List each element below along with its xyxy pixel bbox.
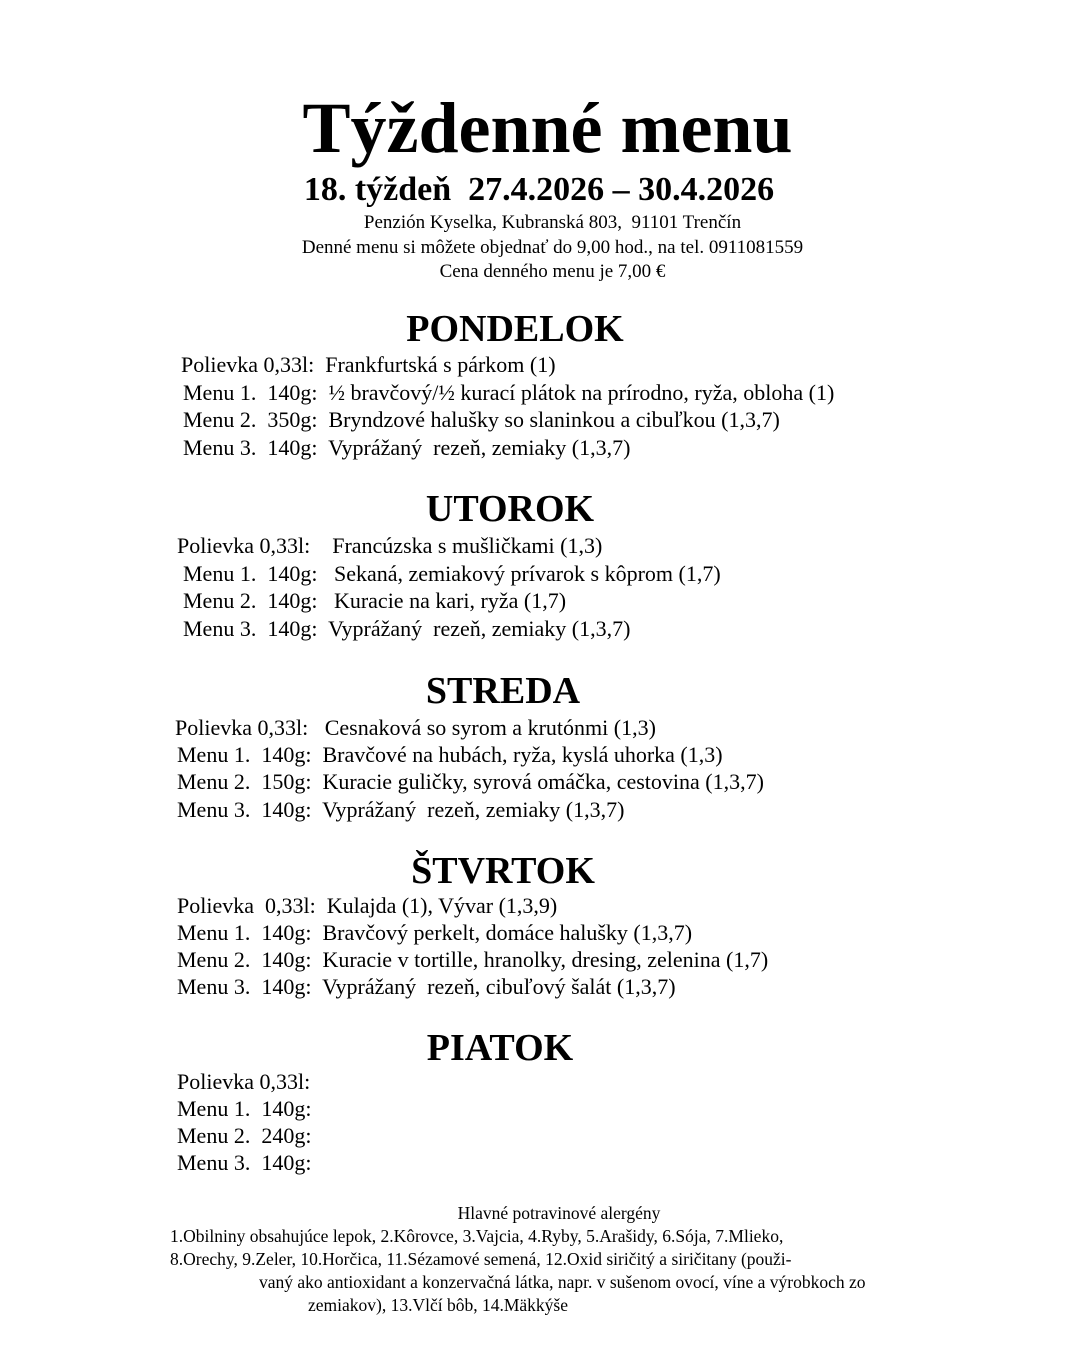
menu-row-dish: Vyprážaný rezeň, cibuľový šalát (1,3,7) [322,974,676,999]
menu-row [177,532,602,559]
menu-row [177,1149,317,1176]
menu-row-dish: Francúzska s mušličkami (1,3) [332,533,603,558]
menu-row-label: Menu 2. 350g: [183,407,318,432]
menu-row-label: Menu 2. 150g: [177,769,312,794]
menu-row-dish: Vyprážaný rezeň, zemiaky (1,3,7) [328,616,631,641]
menu-row-dish: Kuracie na kari, ryža (1,7) [333,588,567,613]
menu-row-label: Menu 1. 140g: [183,380,318,405]
menu-row-dish: Sekaná, zemiakový prívarok s kôprom (1,7) [333,561,721,586]
menu-row-dish: Cesnaková so syrom a krutónmi (1,3) [324,715,656,740]
menu-row [177,919,692,946]
allergens-title: Hlavné potravinové alergény [457,1203,661,1223]
menu-row [183,587,566,614]
menu-row-label: Menu 1. 140g: [177,742,312,767]
page-title: Týždenné menu [302,88,793,168]
day-heading-friday: PIATOK [426,1027,574,1069]
menu-row [177,1122,317,1149]
menu-row-label: Menu 2. 140g: [177,947,312,972]
menu-row [183,560,721,587]
menu-row-dish: Vyprážaný rezeň, zemiaky (1,3,7) [322,797,625,822]
menu-row-label: Menu 3. 140g: [177,974,312,999]
allergens-line: vaný ako antioxidant a konzervačná látka, napr. v sušenom ovocí, víne a výrobkoch zo [259,1272,866,1292]
menu-row-dish: Vyprážaný rezeň, zemiaky (1,3,7) [328,435,631,460]
menu-row-dish: Bravčové na hubách, ryža, kyslá uhorka (1,3) [322,742,723,767]
menu-row [183,379,834,406]
menu-row [183,615,630,642]
allergens-line: zemiakov), 13.Vlčí bôb, 14.Mäkkýše [308,1295,569,1315]
menu-row-label: Menu 1. 140g: [177,920,312,945]
menu-row [177,946,768,973]
address: Penzión Kyselka, Kubranská 803, 91101 Trenčín [363,212,742,233]
menu-row-dish: Kuracie v tortille, hranolky, dresing, zelenina (1,7) [322,947,769,972]
menu-row [181,351,556,378]
menu-row-dish: Kulajda (1), Vývar (1,3,9) [326,893,558,918]
menu-row-label: Menu 3. 140g: [183,435,318,460]
menu-row-label: Polievka 0,33l: [177,533,311,558]
menu-row-label: Menu 2. 140g: [183,588,318,613]
day-heading-thursday: ŠTVRTOK [411,850,595,892]
menu-row [177,741,723,768]
menu-price: Cena denného menu je 7,00 € [439,261,666,282]
menu-row-label: Polievka 0,33l: [181,352,315,377]
menu-row-dish: ½ bravčový/½ kurací plátok na prírodno, ryža, obloha (1) [328,380,835,405]
menu-row-label: Polievka 0,33l: [177,893,316,918]
menu-row-label: Menu 3. 140g: [177,1150,312,1175]
menu-row-dish: Kuracie guličky, syrová omáčka, cestovina (1,3,7) [322,769,764,794]
menu-row-label: Menu 3. 140g: [183,616,318,641]
menu-row [177,1095,317,1122]
menu-row-label: Menu 3. 140g: [177,797,312,822]
week-range: 18. týždeň 27.4.2026 – 30.4.2026 [303,171,775,208]
menu-row-label: Menu 2. 240g: [177,1123,312,1148]
day-heading-wednesday: STREDA [425,670,581,712]
order-info: Denné menu si môžete objednať do 9,00 hod., na tel. 0911081559 [301,237,804,258]
allergens-line: 1.Obilniny obsahujúce lepok, 2.Kôrovce, 3.Vajcia, 4.Ryby, 5.Arašidy, 6.Sója, 7.Mlieko, [170,1226,784,1246]
menu-row [183,434,630,461]
allergens-line: 8.Orechy, 9.Zeler, 10.Horčica, 11.Sézamové semená, 12.Oxid siričitý a siričitany (použi- [170,1249,792,1269]
menu-row-dish: Frankfurtská s párkom (1) [325,352,556,377]
menu-row [175,714,656,741]
menu-row-dish: Bryndzové halušky so slaninkou a cibuľkou (1,3,7) [328,407,780,432]
menu-row [177,892,557,919]
menu-row-label: Menu 1. 140g: [183,561,318,586]
day-heading-tuesday: UTOROK [425,488,595,530]
menu-row-label: Polievka 0,33l: [177,1069,311,1094]
menu-row-dish: Bravčový perkelt, domáce halušky (1,3,7) [322,920,693,945]
menu-row-label: Menu 1. 140g: [177,1096,312,1121]
menu-row [183,406,780,433]
menu-row-label: Polievka 0,33l: [175,715,309,740]
menu-row [177,1068,316,1095]
menu-row [177,973,676,1000]
day-heading-monday: PONDELOK [406,308,624,350]
menu-row [177,768,764,795]
menu-row [177,796,624,823]
